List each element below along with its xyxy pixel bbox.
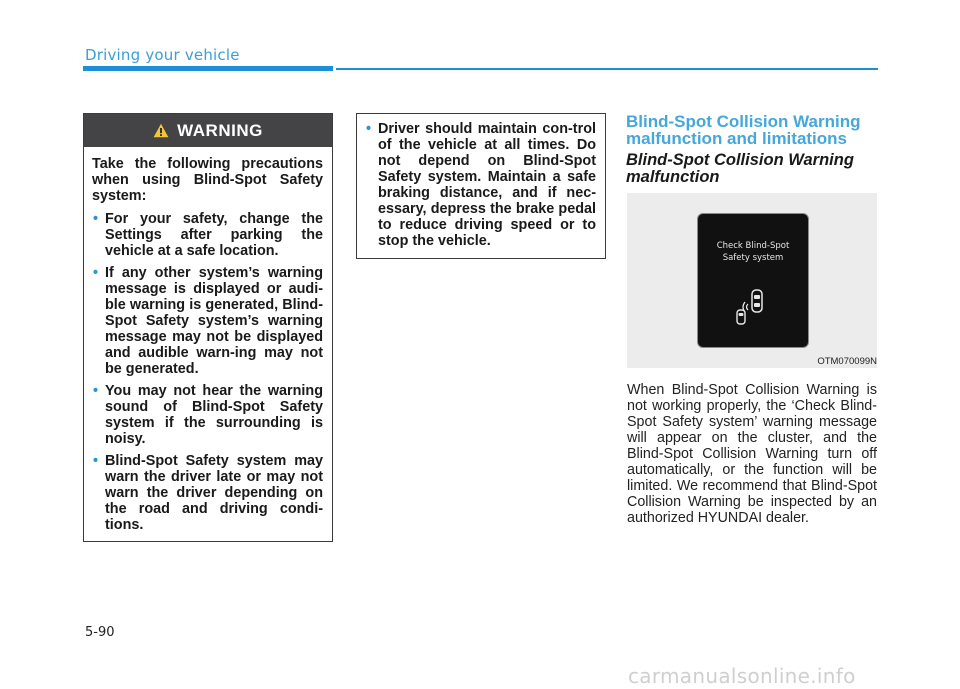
warning-item: • Blind-Spot Safety system may warn the driver late or may not warn the driver depending on the road and driving condi-tions. — [93, 453, 323, 533]
cluster-message: Check Blind-Spot Safety system — [716, 241, 790, 263]
bullet-icon: • — [366, 121, 372, 137]
warning-item: • For your safety, change the Settings after parking the vehicle at a safe location. — [93, 211, 323, 259]
warning-item: • Driver should maintain con-trol of the vehicle at all times. Do not depend on Blind-Spot Safety system. Maintain a safe braking distance, and if nec-essary, depress the brake pedal to reduce driving speed or to stop the vehicle. — [366, 121, 596, 249]
section-header: Driving your vehicle — [85, 46, 240, 64]
section-subheading: Blind-Spot Collision Warning malfunction — [626, 151, 854, 186]
cluster-figure — [627, 193, 877, 368]
continued-warning-list — [357, 121, 605, 249]
warning-item: • If any other system’s warning message is displayed or audi-ble warning is generated, Blind-Spot Safety system’s warning message may not be displayed and audible warn-ing may not be generated. — [93, 265, 323, 377]
page-number: 5-90 — [85, 625, 115, 640]
header-accent-bar — [83, 66, 333, 71]
figure-caption: OTM070099N — [817, 356, 877, 367]
body-paragraph: When Blind-Spot Collision Warning is not working properly, the ‘Check Blind-Spot Safety system’ warning message will appear on the cluster, and the Blind-Spot Collision Warning turn off automatically, or the function will be limited. We recommend that Blind-Spot Collision Warning be inspected by an authorized HYUNDAI dealer. — [627, 382, 877, 526]
blind-spot-car-icon — [736, 288, 770, 328]
header-rule — [336, 68, 878, 70]
watermark: carmanualsonline.info — [628, 664, 856, 688]
continued-warning-box — [356, 113, 606, 259]
instrument-cluster-display — [697, 213, 809, 348]
section-heading: Blind-Spot Collision Warning malfunction and limitations — [626, 112, 861, 148]
warning-triangle-icon — [153, 123, 169, 138]
bullet-icon: • — [93, 265, 99, 281]
warning-box — [83, 113, 333, 542]
warning-title: WARNING — [177, 120, 263, 140]
warning-list — [84, 211, 332, 533]
bullet-icon: • — [93, 211, 99, 227]
warning-item: • You may not hear the warning sound of Blind-Spot Safety system if the surrounding is noisy. — [93, 383, 323, 447]
warning-header — [84, 114, 332, 147]
bullet-icon: • — [93, 383, 99, 399]
warning-intro: Take the following precautions when using Blind-Spot Safety system: — [92, 156, 323, 204]
bullet-icon: • — [93, 453, 99, 469]
